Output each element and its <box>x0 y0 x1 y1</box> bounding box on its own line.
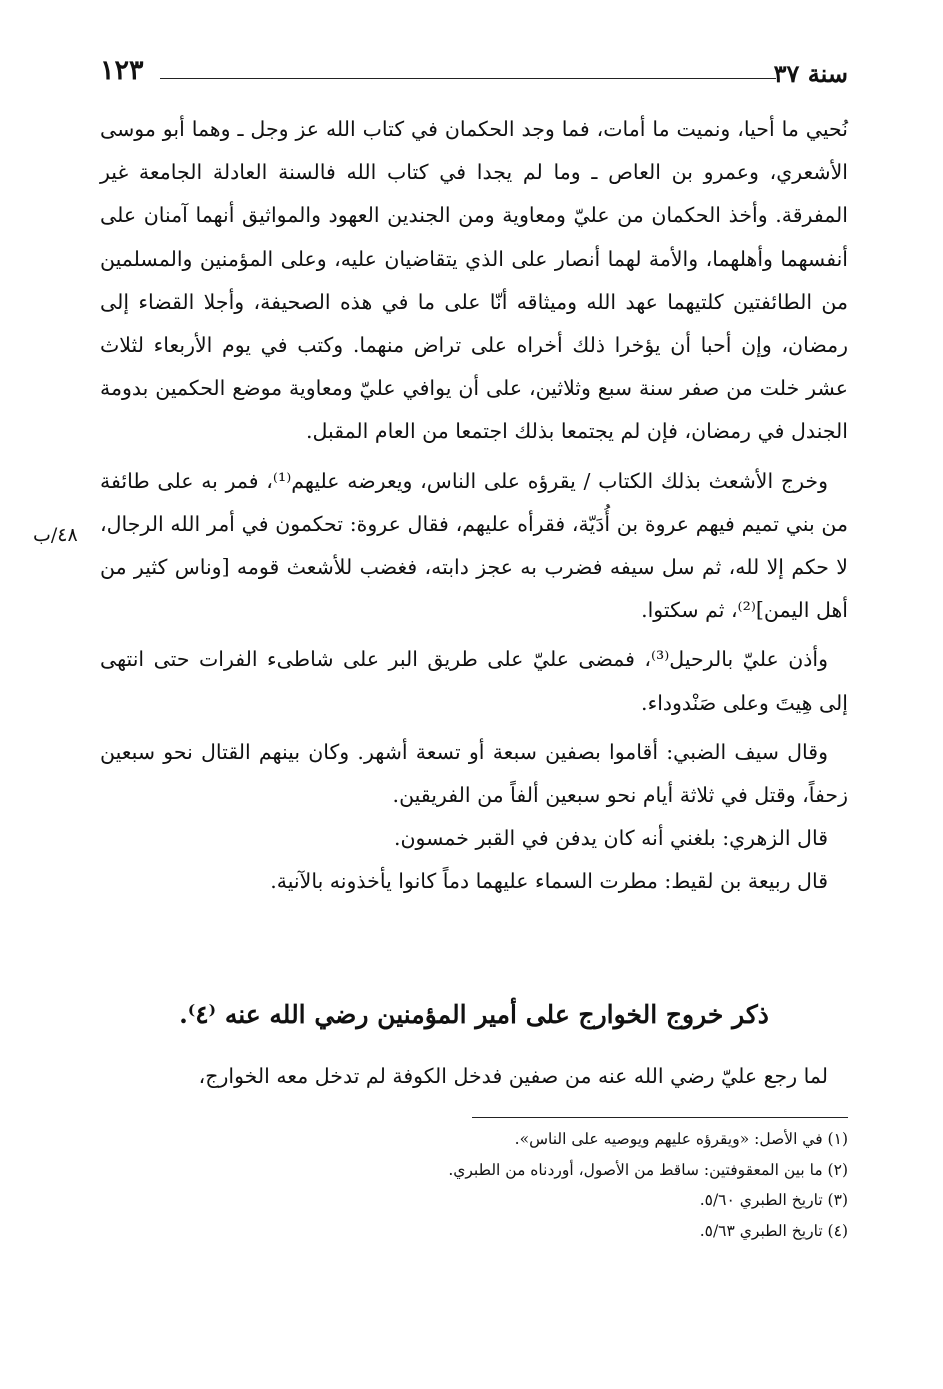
paragraph-ashath-reading: وخرج الأشعث بذلك الكتاب / يقرؤه على الناس، ويعرضه عليهم⁽¹⁾، فمر به على طائفة من بني تميم فيهم عروة بن أُدَيّة، فقرأه عليهم، فقال عروة: تحكمون في أمر الله الرجال، لا حكم إلا لله، ثم سل سيفه فضرب به عجز دابته، فغضب للأشعث قومه [وناس كثير من أهل اليمن]⁽²⁾، ثم سكتوا. <box>100 468 848 623</box>
footnote-3: (٣) تاريخ الطبري ٥/٦٠. <box>699 1191 848 1209</box>
margin-folio-note: ٤٨/ب <box>33 524 78 546</box>
footnote-1: (١) في الأصل: «ويقرؤه عليهم ويوصيه على الناس». <box>514 1130 848 1148</box>
header-rule <box>160 78 776 79</box>
paragraph-arbitration-terms: نُحيي ما أحيا، ونميت ما أمات، فما وجد الحكمان في كتاب الله عز وجل ـ وهما أبو موسى الأشعري، وعمرو بن العاص ـ وما لم يجدا في كتاب الله فالسنة العادلة الجامعة غير المفرقة. وأخذ الحكمان من عليّ ومعاوية ومن الجندين العهود والمواثيق أنهما آمنان على أنفسهما وأهلهما، والأمة لهما أنصار على الذي يتقاضيان عليه، وعلى المؤمنين والمسلمين من الطائفتين كلتيهما عهد الله وميثاقه أنّا على ما في هذه الصحيفة، وأجلا القضاء إلى رمضان، وإن أحبا أن يؤخرا ذلك أخراه على تراض منهما. وكتب في يوم الأربعاء لثلاث عشر خلت من صفر سنة سبع وثلاثين، على أن يوافي عليّ ومعاوية موضع الحكمين بدومة الجندل في رمضان، فإن لم يجتمعا بذلك اجتمعا من العام المقبل. <box>100 117 848 444</box>
running-header <box>100 55 848 97</box>
footnote-separator <box>472 1117 848 1118</box>
page-number: ١٢٣ <box>100 55 144 86</box>
paragraph-sayf-report: وقال سيف الضبي: أقاموا بصفين سبعة أو تسعة أشهر. وكان بينهم القتال نحو سبعين زحفاً، وقتل في ثلاثة أيام نحو سبعين ألفاً من الفريقين. <box>100 739 848 808</box>
paragraph-khawarij-return: لما رجع عليّ رضي الله عنه من صفين فدخل الكوفة لم تدخل معه الخوارج، <box>198 1064 828 1088</box>
main-text <box>100 108 848 904</box>
header-year: سنة ٣٧ <box>773 59 848 88</box>
footnote-2: (٢) ما بين المعقوفتين: ساقط من الأصول، أوردناه من الطبري. <box>448 1160 848 1179</box>
footnote-4: (٤) تاريخ الطبري ٥/٦٣. <box>699 1221 848 1240</box>
paragraph-zuhri: قال الزهري: بلغني أنه كان يدفن في القبر خمسون. <box>393 826 828 851</box>
footnotes <box>348 1124 848 1246</box>
paragraph-rabia: قال ربيعة بن لقيط: مطرت السماء عليهما دماً كانوا يأخذونه بالآنية. <box>270 869 828 894</box>
paragraph-departure: وأذن عليّ بالرحيل⁽³⁾، فمضى عليّ على طريق البر على شاطىء الفرات حتى انتهى إلى هِيتَ وعلى صَنْدوداء. <box>100 647 848 715</box>
section-heading: ذكر خروج الخوارج على أمير المؤمنين رضي الله عنه ⁽٤⁾. <box>179 1000 769 1029</box>
